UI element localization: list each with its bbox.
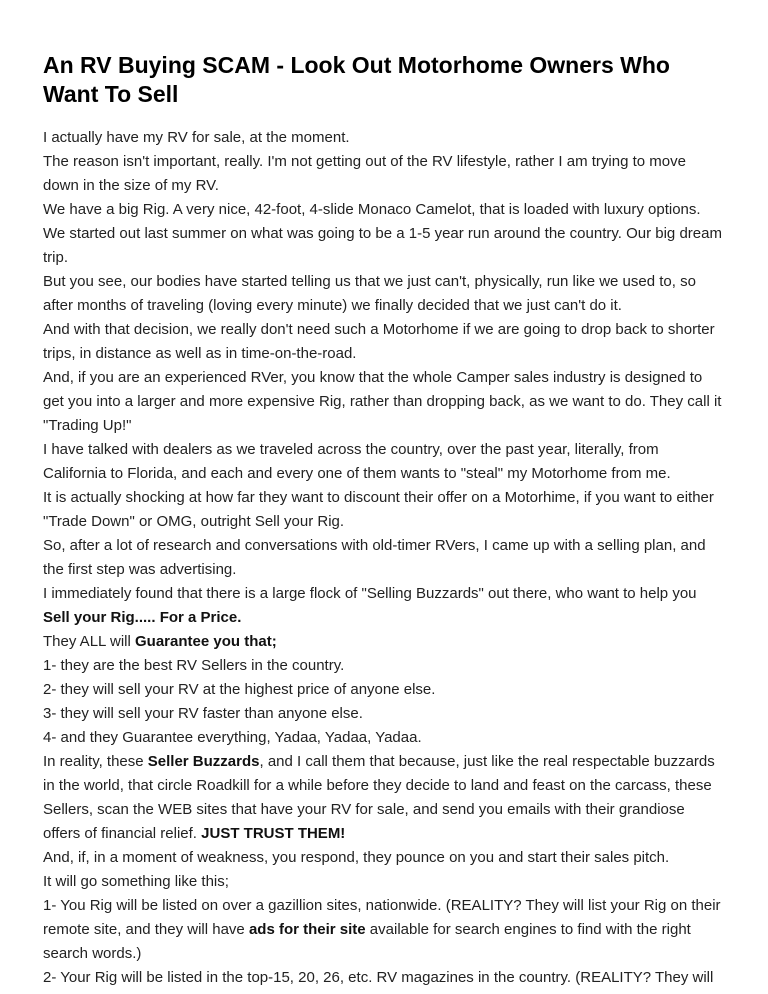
text-run: 4- and they Guarantee everything, Yadaa, Yadaa, Yadaa.: [43, 728, 422, 746]
document-title: An RV Buying SCAM - Look Out Motorhome Owners Who Want To Sell: [43, 52, 670, 107]
text-run: JUST TRUST THEM!: [201, 824, 346, 842]
text-run: 1- they are the best RV Sellers in the country.: [43, 656, 345, 674]
text-run: It is actually shocking at how far they want to discount their offer on a Motorhime, if you want to either "Trade Down" or OMG, outright Sell your Rig.: [43, 488, 714, 530]
text-run: Sell your Rig..... For a Price.: [43, 608, 242, 626]
paragraph: [43, 126, 725, 150]
paragraph: [43, 894, 725, 966]
text-run: , and I call them that because, just like the real respectable buzzards in the world, that circle Roadkill for a while before they decide to land and feast on the carcass, these Sellers, scan the WEB sites that have your RV for sale, and send you emails with their grandiose offers of financial relief.: [43, 752, 715, 842]
text-run: ads for their site: [248, 920, 366, 938]
text-run: And with that decision, we really don't need such a Motorhome if we are going to drop back to shorter trips, in distance as well as in time-on-the-road.: [43, 320, 715, 362]
paragraph: [43, 150, 725, 198]
text-run: I immediately found that there is a large flock of "Selling Buzzards" out there, who want to help you: [43, 584, 697, 602]
text-run: 2- they will sell your RV at the highest price of anyone else.: [43, 680, 436, 698]
paragraph: [43, 198, 725, 222]
paragraph: [43, 270, 725, 318]
paragraph: [43, 630, 725, 654]
text-run: I actually have my RV for sale, at the moment.: [43, 128, 350, 146]
text-run: I have talked with dealers as we traveled across the country, over the past year, literally, from California to Florida, and each and every one of them wants to "steal" my Motorhome from me.: [43, 440, 671, 482]
paragraph: [43, 654, 725, 678]
text-run: The reason isn't important, really. I'm not getting out of the RV lifestyle, rather I am trying to move down in the size of my RV.: [43, 152, 686, 194]
text-run: And, if, in a moment of weakness, you respond, they pounce on you and start their sales pitch.: [43, 848, 670, 866]
paragraph: [43, 870, 725, 894]
paragraph: [43, 966, 725, 990]
paragraph: [43, 366, 725, 438]
paragraph: [43, 438, 725, 486]
document-body: [43, 126, 725, 990]
text-run: They ALL will: [43, 632, 135, 650]
text-run: 1- You Rig will be listed on over a gazillion sites, nationwide. (REALITY? They will list your Rig on their remote site, and they will have: [43, 896, 721, 938]
paragraph: [43, 678, 725, 702]
text-run: So, after a lot of research and conversations with old-timer RVers, I came up with a selling plan, and the first step was advertising.: [43, 536, 706, 578]
text-run: available for search engines to find with the right search words.): [43, 920, 691, 962]
text-run: But you see, our bodies have started telling us that we just can't, physically, run like we used to, so after months of traveling (loving every minute) we finally decided that we just can't do it.: [43, 272, 696, 314]
text-run: In reality, these: [43, 752, 148, 770]
paragraph: [43, 726, 725, 750]
paragraph: [43, 846, 725, 870]
paragraph: [43, 486, 725, 534]
paragraph: [43, 222, 725, 270]
text-run: And, if you are an experienced RVer, you know that the whole Camper sales industry is designed to get you into a larger and more expensive Rig, rather than dropping back, as we want to do. They call it "Trading Up!": [43, 368, 722, 434]
paragraph: [43, 750, 725, 846]
paragraph: [43, 318, 725, 366]
paragraph: [43, 582, 725, 630]
text-run: It will go something like this;: [43, 872, 229, 890]
paragraph: [43, 702, 725, 726]
text-run: 3- they will sell your RV faster than anyone else.: [43, 704, 363, 722]
text-run: Guarantee you that;: [135, 632, 277, 650]
paragraph: [43, 534, 725, 582]
text-run: We started out last summer on what was going to be a 1-5 year run around the country. Our big dream trip.: [43, 224, 722, 266]
text-run: We have a big Rig. A very nice, 42-foot, 4-slide Monaco Camelot, that is loaded with luxury options.: [43, 200, 701, 218]
text-run: 2- Your Rig will be listed in the top-15, 20, 26, etc. RV magazines in the country. (REALITY? They will: [43, 968, 714, 986]
text-run: Seller Buzzards: [147, 752, 260, 770]
